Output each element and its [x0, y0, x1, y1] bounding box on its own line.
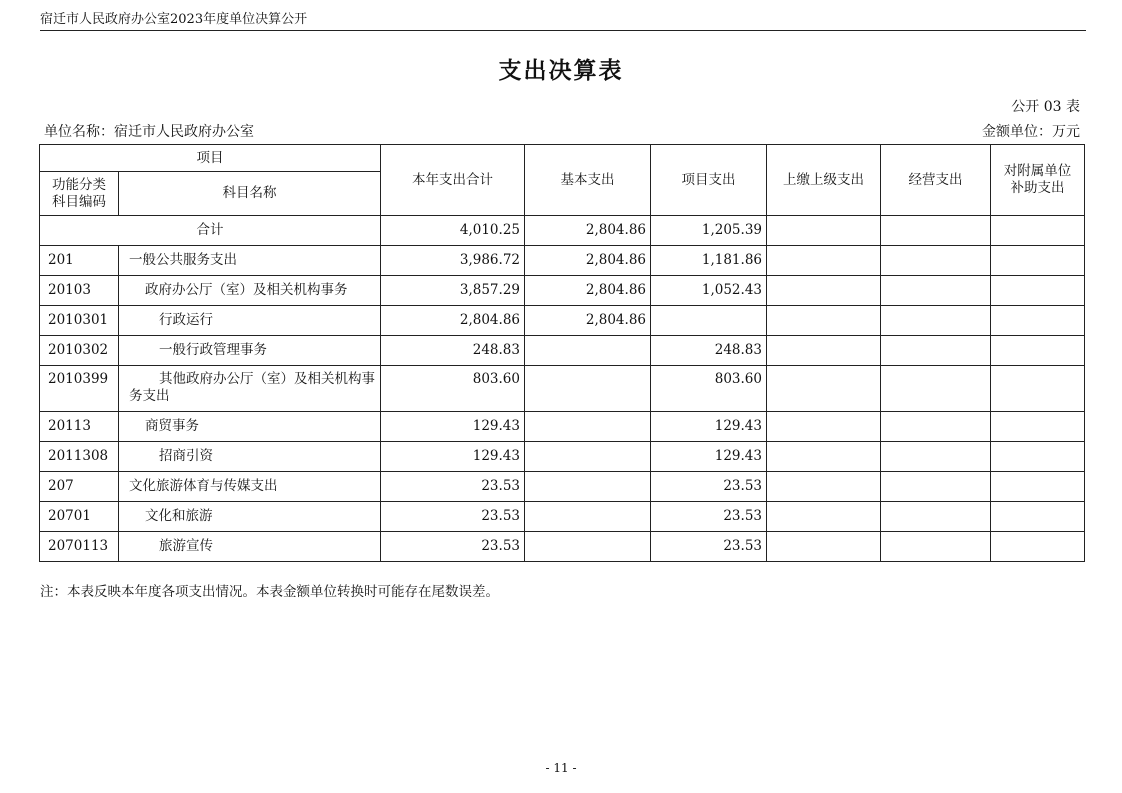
basic-cell: [525, 412, 651, 442]
operating-cell: [881, 216, 991, 246]
project-cell: 23.53: [651, 532, 767, 562]
project-cell: 129.43: [651, 442, 767, 472]
total-cell: 129.43: [381, 412, 525, 442]
code-cell: 2010399: [40, 366, 119, 412]
code-cell: 2070113: [40, 532, 119, 562]
total-cell: 23.53: [381, 502, 525, 532]
subject-cell: 行政运行: [119, 306, 381, 336]
basic-cell: [525, 336, 651, 366]
basic-cell: 2,804.86: [525, 246, 651, 276]
header-upper-remit: 上缴上级支出: [767, 145, 881, 216]
operating-cell: [881, 336, 991, 366]
total-cell: 23.53: [381, 472, 525, 502]
project-cell: 803.60: [651, 366, 767, 412]
basic-cell: 2,804.86: [525, 216, 651, 246]
upper-remit-cell: [767, 412, 881, 442]
upper-remit-cell: [767, 306, 881, 336]
subject-cell: 文化旅游体育与传媒支出: [119, 472, 381, 502]
project-cell: 129.43: [651, 412, 767, 442]
subsidy-cell: [991, 442, 1085, 472]
table-row: [40, 276, 1085, 306]
subject-cell: 一般行政管理事务: [119, 336, 381, 366]
upper-remit-cell: [767, 246, 881, 276]
upper-remit-cell: [767, 216, 881, 246]
operating-cell: [881, 502, 991, 532]
subsidy-cell: [991, 306, 1085, 336]
header-subject-name: 科目名称: [119, 172, 381, 216]
upper-remit-cell: [767, 336, 881, 366]
basic-cell: [525, 442, 651, 472]
subsidy-cell: [991, 276, 1085, 306]
header-project: 项目支出: [651, 145, 767, 216]
subsidy-cell: [991, 336, 1085, 366]
operating-cell: [881, 472, 991, 502]
total-cell: 248.83: [381, 336, 525, 366]
subject-cell: 政府办公厅（室）及相关机构事务: [119, 276, 381, 306]
header-basic: 基本支出: [525, 145, 651, 216]
table-row: [40, 246, 1085, 276]
code-cell: 2011308: [40, 442, 119, 472]
table-row: [40, 336, 1085, 366]
operating-cell: [881, 246, 991, 276]
subject-cell: 一般公共服务支出: [119, 246, 381, 276]
document-title: 支出决算表: [498, 57, 624, 84]
table-row: [40, 532, 1085, 562]
total-cell: 129.43: [381, 442, 525, 472]
code-cell: 2010302: [40, 336, 119, 366]
subsidy-cell: [991, 246, 1085, 276]
total-cell: 803.60: [381, 366, 525, 412]
table-row: [40, 502, 1085, 532]
upper-remit-cell: [767, 472, 881, 502]
header-operating: 经营支出: [881, 145, 991, 216]
code-cell: 20701: [40, 502, 119, 532]
header-func-code: 功能分类 科目编码: [40, 172, 119, 216]
total-cell: 4,010.25: [381, 216, 525, 246]
table-row: [40, 366, 1085, 412]
total-label: 合计: [40, 216, 381, 246]
table-code: 公开 03 表: [1011, 99, 1080, 115]
table-row: [40, 472, 1085, 502]
header-total: 本年支出合计: [381, 145, 525, 216]
project-cell: 23.53: [651, 502, 767, 532]
project-cell: 23.53: [651, 472, 767, 502]
subject-cell: 旅游宣传: [119, 532, 381, 562]
subsidy-cell: [991, 532, 1085, 562]
subsidy-cell: [991, 502, 1085, 532]
basic-cell: 2,804.86: [525, 276, 651, 306]
total-cell: 3,986.72: [381, 246, 525, 276]
basic-cell: [525, 366, 651, 412]
subsidy-cell: [991, 472, 1085, 502]
subsidy-cell: [991, 216, 1085, 246]
subject-cell: 招商引资: [119, 442, 381, 472]
table-row: [40, 412, 1085, 442]
project-cell: 1,052.43: [651, 276, 767, 306]
subject-cell: 文化和旅游: [119, 502, 381, 532]
total-cell: 3,857.29: [381, 276, 525, 306]
table-row: [40, 306, 1085, 336]
upper-remit-cell: [767, 366, 881, 412]
operating-cell: [881, 532, 991, 562]
code-cell: 2010301: [40, 306, 119, 336]
project-cell: 1,181.86: [651, 246, 767, 276]
project-cell: [651, 306, 767, 336]
upper-remit-cell: [767, 532, 881, 562]
basic-cell: [525, 472, 651, 502]
amount-unit: 金额单位：万元: [982, 124, 1080, 140]
subject-cell: 商贸事务: [119, 412, 381, 442]
table-note: 注：本表反映本年度各项支出情况。本表金额单位转换时可能存在尾数误差。: [40, 584, 499, 600]
subsidy-cell: [991, 366, 1085, 412]
basic-cell: [525, 532, 651, 562]
code-cell: 201: [40, 246, 119, 276]
operating-cell: [881, 442, 991, 472]
operating-cell: [881, 306, 991, 336]
total-cell: 23.53: [381, 532, 525, 562]
upper-remit-cell: [767, 276, 881, 306]
basic-cell: 2,804.86: [525, 306, 651, 336]
code-cell: 20113: [40, 412, 119, 442]
subsidy-cell: [991, 412, 1085, 442]
running-header: 宿迁市人民政府办公室2023年度单位决算公开: [40, 8, 1086, 31]
code-cell: 20103: [40, 276, 119, 306]
table-row: [40, 442, 1085, 472]
code-cell: 207: [40, 472, 119, 502]
total-cell: 2,804.86: [381, 306, 525, 336]
header-subsidy: 对附属单位 补助支出: [991, 145, 1085, 216]
operating-cell: [881, 366, 991, 412]
operating-cell: [881, 412, 991, 442]
expenditure-table: [39, 144, 1085, 562]
basic-cell: [525, 502, 651, 532]
upper-remit-cell: [767, 442, 881, 472]
project-cell: 1,205.39: [651, 216, 767, 246]
project-cell: 248.83: [651, 336, 767, 366]
operating-cell: [881, 276, 991, 306]
subject-cell: 其他政府办公厅（室）及相关机构事务支出: [119, 366, 381, 412]
total-row: [40, 216, 1085, 246]
upper-remit-cell: [767, 502, 881, 532]
page-number: - 11 -: [545, 761, 577, 775]
header-item: 项目: [40, 145, 381, 172]
unit-name: 单位名称：宿迁市人民政府办公室: [44, 124, 254, 140]
